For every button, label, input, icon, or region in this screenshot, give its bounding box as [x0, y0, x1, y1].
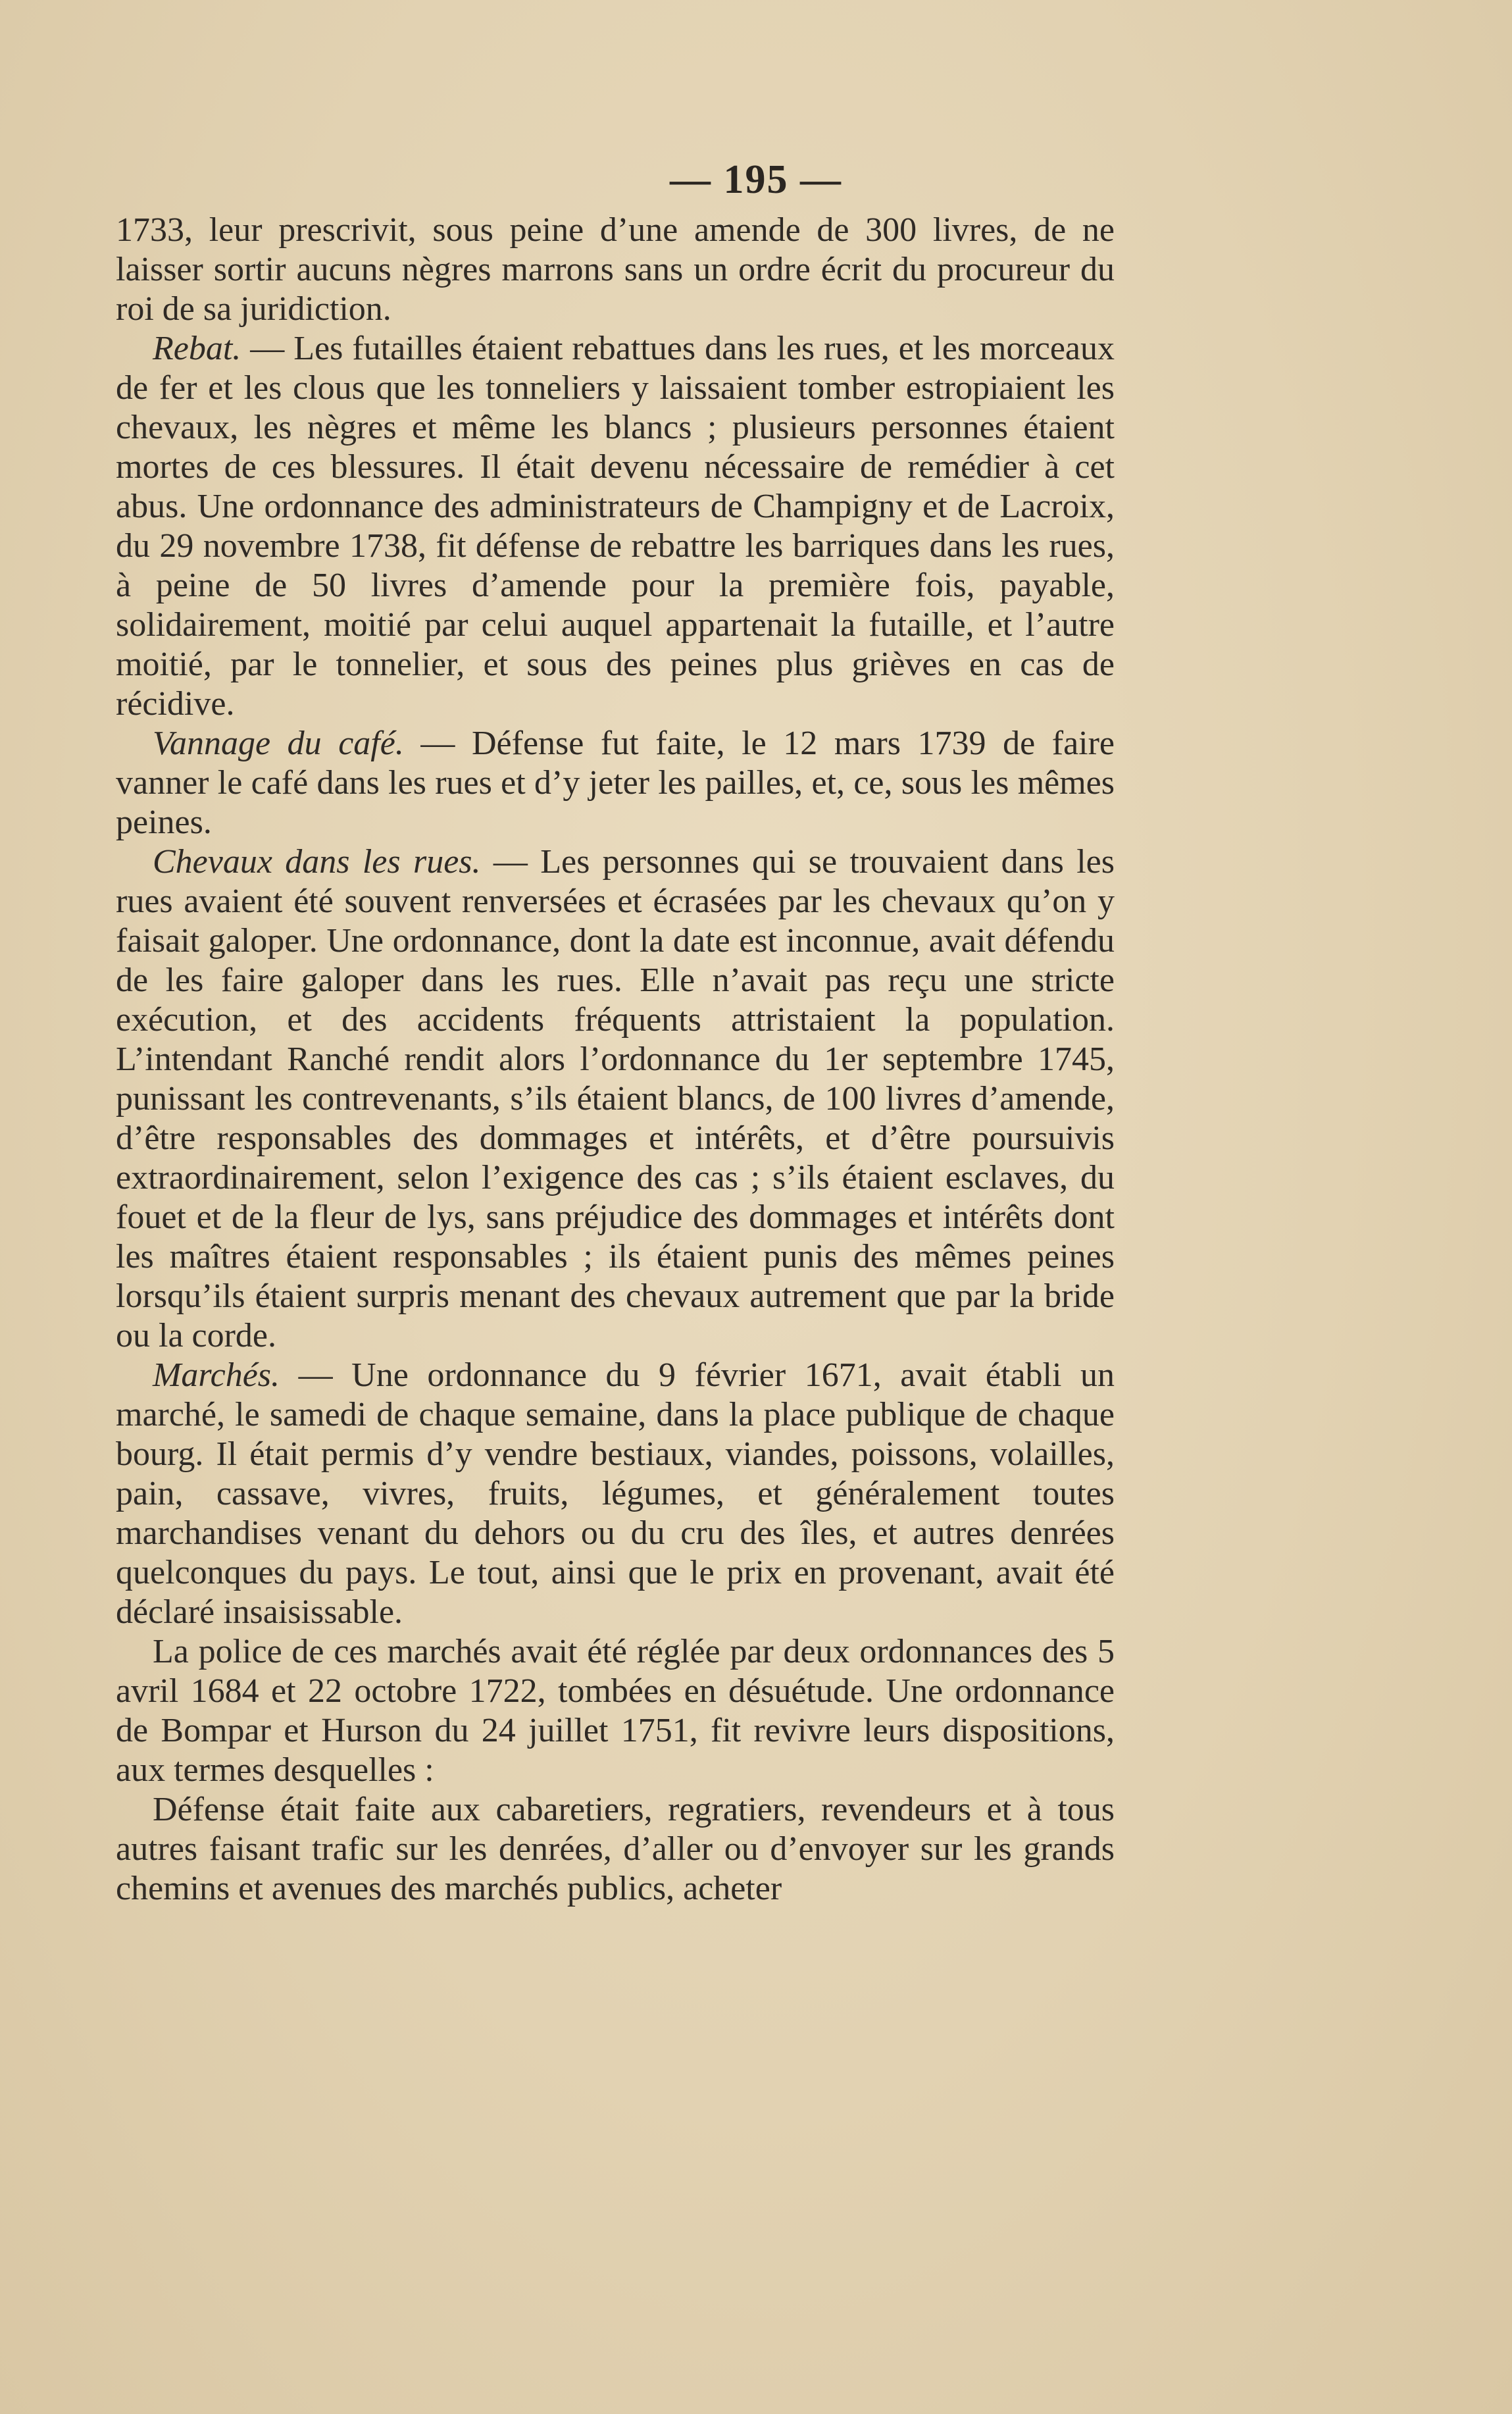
page-number: — 195 — — [670, 157, 842, 202]
paragraph-vannage — [116, 724, 1115, 842]
paragraph-vannage-text: — Défense fut faite, le 12 mars 1739 de faire vanner le café dans les rues et d’y jeter les pailles, et, ce, sous les mêmes peines. — [116, 725, 1115, 841]
paragraph-police — [116, 1632, 1115, 1790]
paragraph-marches — [116, 1356, 1115, 1632]
section-heading-chevaux: Chevaux dans les rues. — [153, 843, 481, 881]
paragraph-marches-text: — Une ordonnance du 9 février 1671, avait établi un marché, le samedi de chaque semaine, dans la place publique de chaque bourg. Il était permis d’y vendre bestiaux, viandes, poissons, volailles, pain, cassave, vivres, fruits, légumes, et généralement toutes marchandises venant du dehors ou du cru des îles, et autres denrées quelconques du pays. Le tout, ainsi que le prix en provenant, avait été déclaré insaisissable. — [116, 1356, 1115, 1631]
paragraph-1 — [116, 211, 1115, 329]
section-heading-marches: Marchés. — [153, 1356, 280, 1394]
paragraph-1-text: 1733, leur prescrivit, sous peine d’une amende de 300 livres, de ne laisser sortir aucuns nègres marrons sans un ordre écrit du procureur du roi de sa juridiction. — [116, 211, 1115, 328]
paragraph-rebat-text: — Les futailles étaient rebattues dans les rues, et les morceaux de fer et les clous que les tonneliers y laissaient tomber estropiaient les chevaux, les nègres et même les blancs ; plusieurs personnes étaient mortes de ces blessures. Il était devenu nécessaire de remédier à cet abus. Une ordonnance des administrateurs de Champigny et de Lacroix, du 29 novembre 1738, fit défense de rebattre les barriques dans les rues, à peine de 50 livres d’amende pour la première fois, payable, solidairement, moitié par celui auquel appartenait la futaille, et l’autre moitié, par le tonnelier, et sous des peines plus grièves en cas de récidive. — [116, 330, 1115, 723]
paragraph-rebat — [116, 329, 1115, 724]
paragraph-defense-text: Défense était faite aux cabaretiers, regratiers, revendeurs et à tous autres faisant trafic sur les denrées, d’aller ou d’envoyer sur les grands chemins et avenues des marchés publics, acheter — [116, 1791, 1115, 1907]
section-heading-vannage: Vannage du café. — [153, 725, 404, 762]
paragraph-defense — [116, 1790, 1115, 1909]
paragraph-chevaux-text: — Les personnes qui se trouvaient dans les rues avaient été souvent renversées et écrasées par les chevaux qu’on y faisait galoper. Une ordonnance, dont la date est inconnue, avait défendu de les faire galoper dans les rues. Elle n’avait pas reçu une stricte exécution, et des accidents fréquents attristaient la population. L’intendant Ranché rendit alors l’ordonnance du 1er septembre 1745, punissant les contrevenants, s’ils étaient blancs, de 100 livres d’amende, d’être responsables des dommages et intérêts, et d’être poursuivis extraordinairement, selon l’exigence des cas ; s’ils étaient esclaves, du fouet et de la fleur de lys, sans préjudice des dommages et intérêts dont les maîtres étaient responsables ; ils étaient punis des mêmes peines lorsqu’ils étaient surpris menant des chevaux autrement que par la bride ou la corde. — [116, 843, 1115, 1354]
paragraph-police-text: La police de ces marchés avait été réglée par deux ordonnances des 5 avril 1684 et 22 octobre 1722, tombées en désuétude. Une ordonnance de Bompar et Hurson du 24 juillet 1751, fit revivre leurs dispositions, aux termes desquelles : — [116, 1633, 1115, 1789]
paragraph-chevaux — [116, 842, 1115, 1356]
section-heading-rebat: Rebat. — [153, 330, 241, 367]
body-text — [116, 211, 1115, 1909]
